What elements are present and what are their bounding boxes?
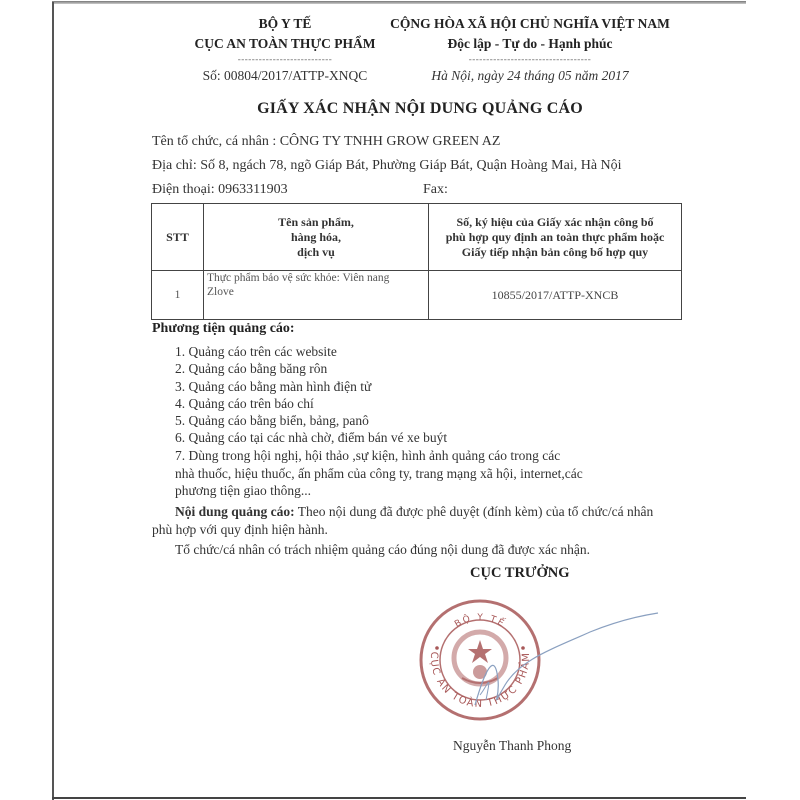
organization-fax: Fax: — [423, 182, 448, 197]
media-section-title: Phương tiện quảng cáo: — [152, 321, 295, 336]
ministry-name: BỘ Y TẾ — [258, 16, 312, 31]
header-divider-left: --------------------------- — [237, 54, 333, 64]
svg-text:BỘ Y TẾ: BỘ Y TẾ — [453, 612, 507, 630]
document-frame-left — [52, 2, 54, 800]
table-row — [152, 271, 682, 320]
content-text: Theo nội dung đã được phê duyệt (đính kèm) của tổ chức/cá nhân phù hợp với quy định hiện hành. — [152, 504, 654, 537]
document-title: GIẤY XÁC NHẬN NỘI DUNG QUẢNG CÁO — [257, 100, 583, 117]
content-label: Nội dung quảng cáo: — [175, 504, 295, 519]
document-frame-bottom — [52, 797, 746, 799]
media-list — [175, 343, 447, 447]
signer-name: Nguyễn Thanh Phong — [453, 738, 572, 753]
handwritten-signature-icon — [470, 610, 660, 720]
list-item: 2. Quảng cáo bằng băng rôn — [175, 361, 328, 377]
header-divider-right: ----------------------------------- — [468, 54, 592, 64]
signer-title: CỤC TRƯỞNG — [470, 565, 570, 581]
list-item: 4. Quảng cáo trên báo chí — [175, 395, 314, 411]
country-name: CỘNG HÒA XÃ HỘI CHỦ NGHĨA VIỆT NAM — [390, 16, 670, 31]
row-product-name: Thực phẩm bảo vệ sức khỏe: Viên nang Zlove — [204, 271, 429, 320]
list-item: 5. Quảng cáo bằng biển, bảng, panô — [175, 413, 369, 429]
responsibility-statement: Tổ chức/cá nhân có trách nhiệm quảng cáo đúng nội dung đã được xác nhận. — [175, 542, 591, 557]
organization-phone: Điện thoại: 0963311903 — [152, 182, 288, 197]
organization-name: Tên tổ chức, cá nhân : CÔNG TY TNHH GROW GREEN AZ — [152, 134, 501, 149]
svg-text:CỤC AN TOÀN THỰC PHẨM: CỤC AN TOÀN THỰC PHẨM — [427, 651, 533, 710]
list-item: 1. Quảng cáo trên các website — [175, 344, 337, 359]
list-item: 6. Quảng cáo tại các nhà chờ, điểm bán vé xe buýt — [175, 430, 448, 446]
header-national — [370, 14, 690, 84]
list-item-7: 7. Dùng trong hội nghị, hội thảo ,sự kiện, hình ảnh quảng cáo trong các nhà thuốc, hiệu thuốc, ấn phẩm của công ty, trang mạng xã hội, internet,các phương tiện giao thông... — [175, 448, 583, 498]
document-frame-top — [52, 1, 746, 4]
organization-address: Địa chỉ: Số 8, ngách 78, ngõ Giáp Bát, Phường Giáp Bát, Quận Hoàng Mai, Hà Nội — [152, 158, 622, 173]
issue-date: Hà Nội, ngày 24 tháng 05 năm 2017 — [431, 68, 629, 83]
advertising-content — [152, 503, 672, 538]
header-stt: STT — [152, 204, 204, 271]
agency-name: CỤC AN TOÀN THỰC PHẨM — [194, 36, 376, 51]
header-product-name: Tên sản phẩm, hàng hóa, dịch vụ — [204, 204, 429, 271]
product-table — [151, 203, 682, 320]
national-motto: Độc lập - Tự do - Hạnh phúc — [447, 36, 613, 51]
header-certificate-code: Số, ký hiệu của Giấy xác nhận công bố phù hợp quy định an toàn thực phẩm hoặc Giấy tiếp nhận bản công bố hợp quy — [429, 204, 682, 271]
list-item: 3. Quảng cáo bằng màn hình điện tử — [175, 378, 372, 394]
table-header-row — [152, 204, 682, 271]
document-number: Số: 00804/2017/ATTP-XNQC — [202, 68, 368, 83]
row-certificate-code: 10855/2017/ATTP-XNCB — [429, 271, 682, 320]
row-stt: 1 — [152, 271, 204, 320]
